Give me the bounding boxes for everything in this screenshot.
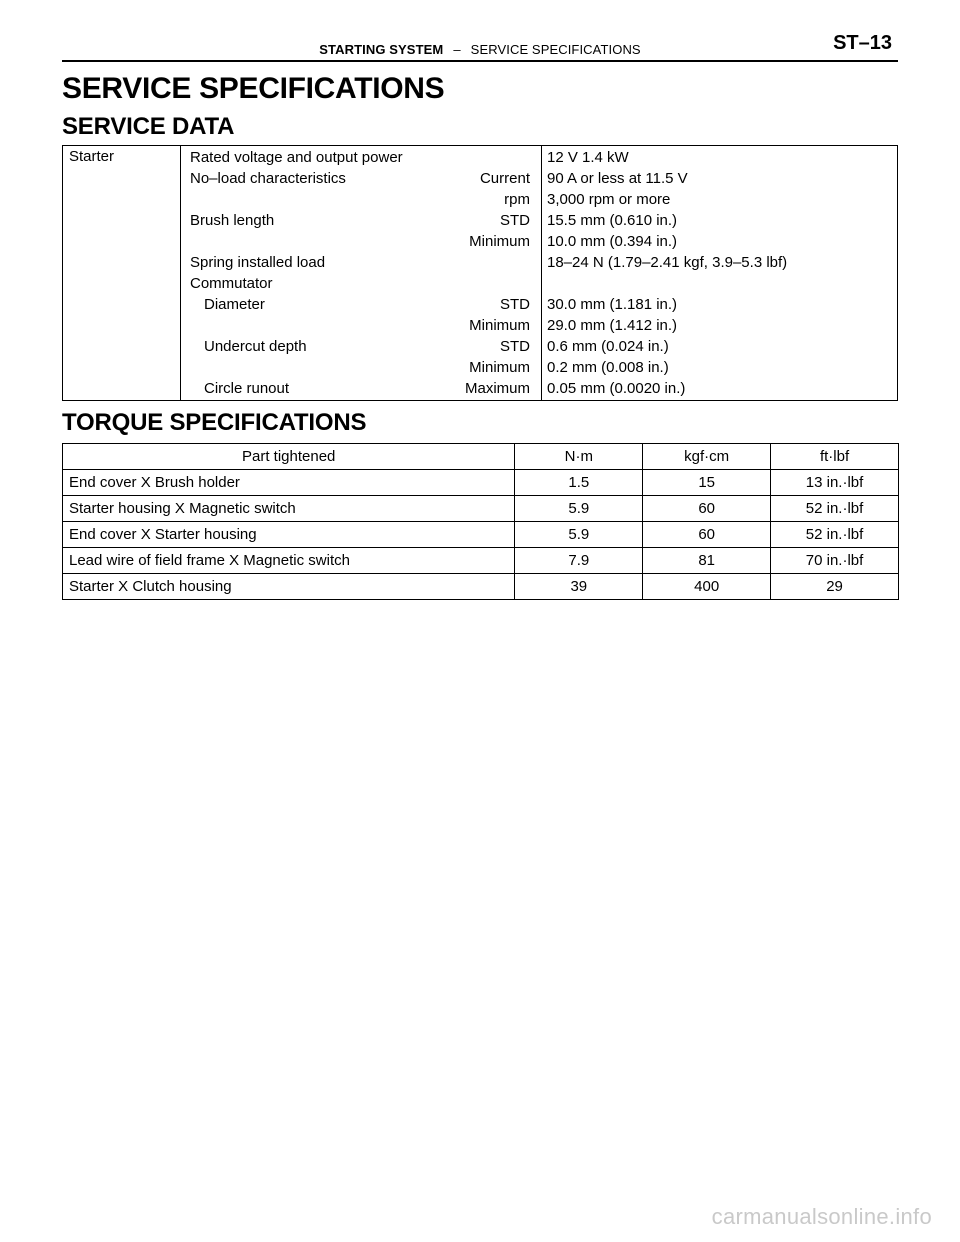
- header-separator: –: [453, 42, 461, 57]
- column-header-kgfcm: kgf·cm: [643, 444, 771, 470]
- nm-cell: 5.9: [515, 496, 643, 522]
- table-row: [63, 522, 899, 548]
- kgfcm-cell: 15: [643, 470, 771, 496]
- spec-value: 0.2 mm (0.008 in.): [547, 359, 669, 376]
- nm-cell: 39: [515, 574, 643, 600]
- running-header: [62, 26, 898, 62]
- ftlbf-cell: 70 in.·lbf: [771, 548, 899, 574]
- spec-value: 0.05 mm (0.0020 in.): [547, 380, 686, 397]
- column-header-part: Part tightened: [63, 444, 515, 470]
- kgfcm-cell: 60: [643, 522, 771, 548]
- service-data-box: [62, 145, 898, 401]
- spec-item: Spring installed load: [190, 254, 326, 271]
- header-section: SERVICE SPECIFICATIONS: [470, 42, 641, 57]
- column-header-nm: N·m: [515, 444, 643, 470]
- spec-row: [63, 359, 897, 380]
- page-number: ST–13: [833, 32, 892, 54]
- part-cell: End cover X Starter housing: [63, 522, 515, 548]
- spec-value: 10.0 mm (0.394 in.): [547, 233, 678, 250]
- header-title: [62, 42, 898, 57]
- spec-value: 90 A or less at 11.5 V: [547, 170, 688, 187]
- spec-value: 30.0 mm (1.181 in.): [547, 296, 678, 313]
- spec-condition: Minimum: [469, 317, 530, 334]
- spec-condition: Minimum: [469, 359, 530, 376]
- torque-specifications-heading: TORQUE SPECIFICATIONS: [62, 409, 367, 436]
- spec-row: [63, 233, 897, 254]
- ftlbf-cell: 52 in.·lbf: [771, 496, 899, 522]
- kgfcm-cell: 81: [643, 548, 771, 574]
- spec-value: 29.0 mm (1.412 in.): [547, 317, 678, 334]
- spec-item: No–load characteristics: [190, 170, 346, 187]
- part-cell: Lead wire of field frame X Magnetic switch: [63, 548, 515, 574]
- service-data-heading: SERVICE DATA: [62, 113, 235, 140]
- spec-item: Commutator: [190, 275, 273, 292]
- page-title: SERVICE SPECIFICATIONS: [62, 72, 445, 105]
- spec-item: Circle runout: [204, 380, 290, 397]
- ftlbf-cell: 13 in.·lbf: [771, 470, 899, 496]
- kgfcm-cell: 400: [643, 574, 771, 600]
- spec-condition: rpm: [504, 191, 530, 208]
- spec-item: Brush length: [190, 212, 275, 229]
- spec-row: [63, 149, 897, 170]
- spec-item: Diameter: [204, 296, 265, 313]
- spec-row: [63, 254, 897, 275]
- spec-row: [63, 191, 897, 212]
- spec-row: [63, 212, 897, 233]
- torque-table: [62, 443, 899, 600]
- part-cell: Starter housing X Magnetic switch: [63, 496, 515, 522]
- table-row: [63, 548, 899, 574]
- spec-value: 18–24 N (1.79–2.41 kgf, 3.9–5.3 lbf): [547, 254, 788, 271]
- spec-value: 0.6 mm (0.024 in.): [547, 338, 669, 355]
- spec-condition: Current: [479, 170, 530, 187]
- nm-cell: 7.9: [515, 548, 643, 574]
- column-header-ftlbf: ft·lbf: [771, 444, 899, 470]
- spec-value: 12 V 1.4 kW: [547, 149, 629, 166]
- spec-condition: Minimum: [469, 233, 530, 250]
- spec-item: Rated voltage and output power: [190, 149, 403, 166]
- spec-row: [63, 170, 897, 191]
- table-row: [63, 574, 899, 600]
- nm-cell: 1.5: [515, 470, 643, 496]
- spec-row: [63, 338, 897, 359]
- header-system: STARTING SYSTEM: [319, 42, 444, 57]
- spec-value: 15.5 mm (0.610 in.): [547, 212, 678, 229]
- nm-cell: 5.9: [515, 522, 643, 548]
- spec-row: [63, 380, 897, 401]
- part-cell: Starter X Clutch housing: [63, 574, 515, 600]
- spec-condition: STD: [500, 296, 530, 313]
- spec-row: [63, 296, 897, 317]
- spec-row: [63, 317, 897, 338]
- spec-row: [63, 275, 897, 296]
- kgfcm-cell: 60: [643, 496, 771, 522]
- spec-value: 3,000 rpm or more: [547, 191, 671, 208]
- table-header-row: [63, 444, 899, 470]
- table-row: [63, 496, 899, 522]
- watermark: carmanualsonline.info: [711, 1204, 932, 1229]
- ftlbf-cell: 29: [771, 574, 899, 600]
- spec-condition: STD: [500, 338, 530, 355]
- part-cell: End cover X Brush holder: [63, 470, 515, 496]
- spec-condition: Maximum: [464, 380, 530, 397]
- spec-condition: STD: [500, 212, 530, 229]
- table-row: [63, 470, 899, 496]
- service-data-group: Starter: [69, 148, 115, 165]
- spec-item: Undercut depth: [204, 338, 307, 355]
- ftlbf-cell: 52 in.·lbf: [771, 522, 899, 548]
